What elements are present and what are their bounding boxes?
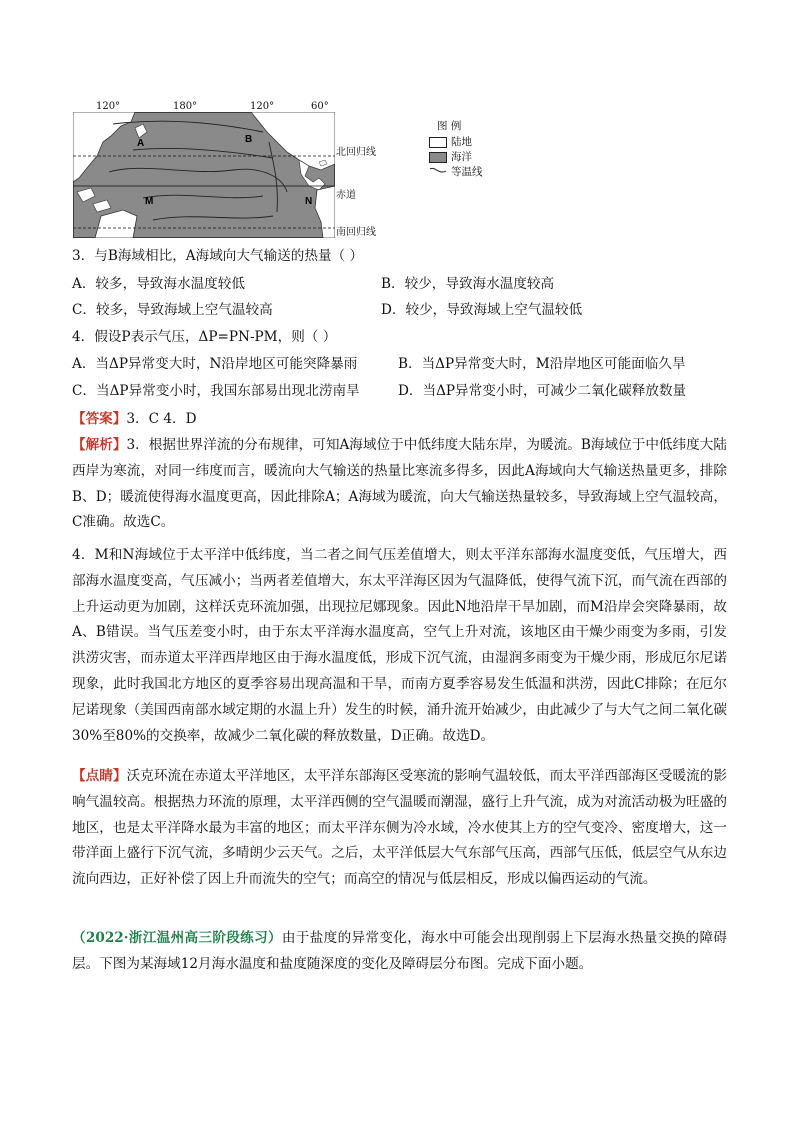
- lon-label: 120°: [96, 101, 121, 112]
- answer-line: [72, 409, 196, 429]
- q4-option-c: C．当ΔP异常变小时，我国东部易出现北涝南旱: [72, 383, 360, 399]
- question-3-stem: 3．与B海域相比，A海域向大气输送的热量（ ）: [72, 248, 364, 264]
- lon-label: 180°: [173, 101, 198, 112]
- comment-text: 沃克环流在赤道太平洋地区，太平洋东部海区受寒流的影响气温较低，而太平洋西部海区受暖流的影响气温较高。根据热力环流的原理，太平洋西侧的空气温暖而潮湿，盛行上升气流，成为对流活动极为旺盛的地区，也是太平洋降水最为丰富的地区；而太平洋东侧为冷水域，冷水使其上方的空气变冷、密度增大，这一带洋面上盛行下沉气流，多晴朗少云天气。之后，太平洋低层大气东部气压高，西部气压低，低层空气从东边流向西边，正好补偿了因上升而流失的空气；而高空的情况与低层相反，形成以偏西运动的气流。: [72, 768, 728, 888]
- analysis-paragraph-2: [72, 543, 727, 749]
- analysis-tag: 【解析】: [72, 437, 127, 453]
- legend-title: 图 例: [437, 120, 462, 132]
- point-b-label: B: [245, 134, 253, 145]
- comment-tag: 【点睛】: [72, 768, 127, 784]
- ocean-swatch: [429, 152, 447, 163]
- point-m-label: M: [145, 196, 154, 207]
- legend-isotherm: 等温线: [451, 166, 483, 178]
- q4-option-d: D．当ΔP异常变小时，可减少二氧化碳释放数量: [398, 383, 687, 399]
- land-swatch: [429, 137, 447, 148]
- comment-paragraph: [72, 764, 727, 893]
- question-4-stem: 4．假设P表示气压，ΔP=PN-PM，则（ ）: [72, 329, 337, 345]
- isotherm-swatch: [429, 166, 447, 176]
- equator-label: 赤道: [336, 190, 356, 201]
- q3-option-b: B．较少，导致海水温度较高: [381, 276, 555, 292]
- map-image: [73, 112, 335, 238]
- point-n-label: N: [305, 196, 313, 207]
- tropic-capricorn-label: 南回归线: [336, 227, 376, 238]
- q3-option-c: C．较多，导致海域上空气温较高: [72, 302, 273, 318]
- next-question-intro: [72, 926, 727, 978]
- analysis-text-2: 4．M和N海域位于太平洋中低纬度，当二者之间气压差值增大，则太平洋东部海水温度变低，气压增大，西部海水温度变高，气压减小；当两者差值增大，东太平洋海区因为气温降低，使得气流下沉，而气流在西部的上升运动更为加剧，这样沃克环流加强，出现拉尼娜现象。因此N地沿岸干旱加剧，而M沿岸会突降暴雨，故A、B错误。当气压差变小时，由于东太平洋海水温度高，空气上升对流，该地区由干燥少雨变为多雨，引发洪涝灾害，而赤道太平洋西岸地区由于海水温度低，形成下沉气流，由湿润多雨变为干燥少雨，形成厄尔尼诺现象，此时我国北方地区的夏季容易出现高温和干旱，而南方夏季容易发生低温和洪涝，因此C排除；在厄尔尼诺现象（美国西南部水域定期的水温上升）发生的时候，涌升流开始减少，由此减少了与大气之间二氧化碳30%至80%的交换率，故减少二氧化碳的释放数量，D正确。故选D。: [72, 547, 727, 744]
- q4-option-a: A．当ΔP异常变大时，N沿岸地区可能突降暴雨: [72, 356, 358, 372]
- q3-option-a: A．较多，导致海水温度较低: [72, 276, 245, 292]
- tropic-cancer-label: 北回归线: [336, 147, 376, 158]
- analysis-paragraph-1: [72, 433, 727, 536]
- answer-tag: 【答案】: [72, 411, 127, 427]
- question-source: （2022·浙江温州高三阶段练习）: [72, 930, 282, 946]
- lon-label: 60°: [311, 101, 329, 112]
- point-a-label: A: [137, 138, 145, 149]
- analysis-text-1: 3．根据世界洋流的分布规律，可知A海域位于中低纬度大陆东岸，为暖流。B海域位于中低纬度大陆西岸为寒流，对同一纬度而言，暖流向大气输送的热量比寒流多得多，因此A海域向大气输送热量更多，排除B、D；暖流使得海水温度更高，因此排除A；A海域为暖流，向大气输送热量较多，导致海域上空气温较高，C准确。故选C。: [72, 437, 728, 531]
- legend-land: 陆地: [451, 136, 472, 148]
- answer-text: 3．C 4．D: [126, 411, 197, 427]
- q3-option-d: D．较少，导致海域上空气温较低: [381, 302, 583, 318]
- legend-ocean: 海洋: [451, 151, 472, 163]
- lon-label: 120°: [250, 101, 275, 112]
- q4-option-b: B．当ΔP异常变大时，M沿岸地区可能面临久旱: [398, 356, 686, 372]
- next-question-text: 由于盐度的异常变化，海水中可能会出现削弱上下层海水热量交换的障碍层。下图为某海域12月海水温度和盐度随深度的变化及障碍层分布图。完成下面小题。: [72, 930, 727, 972]
